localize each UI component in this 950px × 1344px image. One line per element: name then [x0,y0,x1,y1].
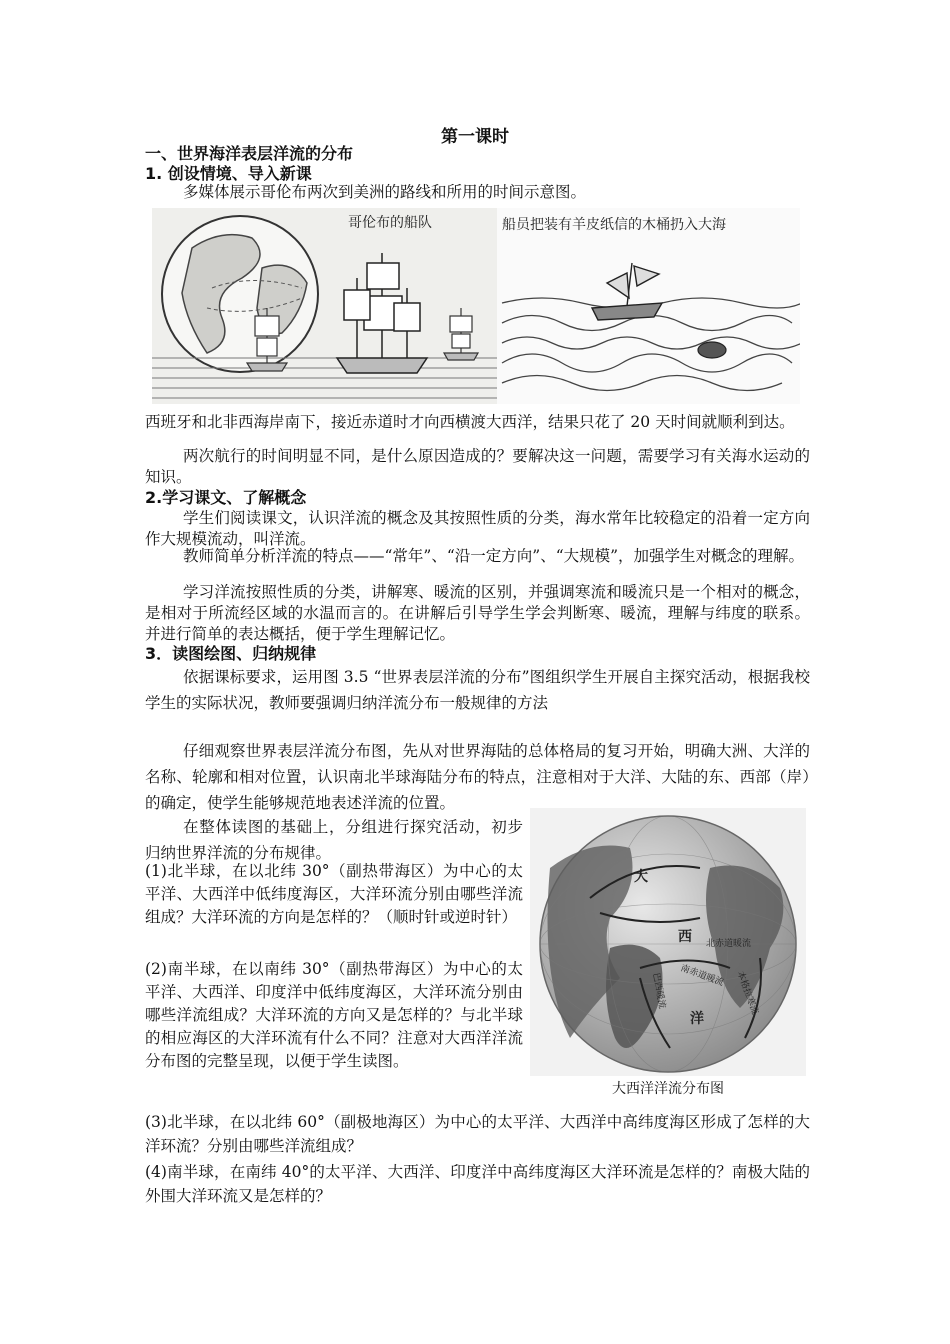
map-caption: 大西洋洋流分布图 [612,1081,724,1097]
map-label-da: 大 [634,869,648,885]
subheading-1: 1. 创设情境、导入新课 [145,164,312,183]
section-heading-1: 一、世界海洋表层洋流的分布 [145,144,354,163]
paragraph-intro: 多媒体展示哥伦布两次到美洲的路线和所用的时间示意图。 [183,183,587,201]
barrel-icon [698,342,726,358]
map-label-brazil: 巴西暖流 [650,972,667,1010]
map-label-north-equatorial: 北赤道暖流 [706,939,752,949]
question-1: (1)北半球，在以北纬 30°（副热带海区）为中心的太平洋、大西洋中低纬度海区，大洋环流分别由哪些洋流组成？大洋环流的方向是怎样的？（顺时针或逆时针） [145,862,523,926]
globe-sketch-icon [162,216,318,372]
subheading-3: 3．读图绘图、归纳规律 [145,644,317,663]
question-3: (3)北半球，在以北纬 60°（副极地海区）为中心的太平洋、大西洋中高纬度海区形成了怎样的大洋环流？分别由哪些洋流组成？ [145,1113,810,1155]
paragraph-features: 教师简单分析洋流的特点——“常年”、“沿一定方向”、“大规模”，加强学生对概念的理解。 [183,547,805,565]
paragraph-question: 两次航行的时间明显不同，是什么原因造成的？要解决这一问题，需要学习有关海水运动的知识。 [145,447,810,486]
page-title: 第一课时 [441,127,509,147]
paragraph-classify: 学习洋流按照性质的分类，讲解寒、暖流的区别，并强调寒流和暖流只是一个相对的概念，是相对于所流经区域的水温而言的。在讲解后引导学生学会判断寒、暖流，理解与纬度的联系。并进行简单的表达概括，便于学生理解记忆。 [145,583,810,643]
caption-columbus-fleet: 哥伦布的船队 [348,215,432,231]
caption-barrel: 船员把装有羊皮纸信的木桶扔入大海 [502,217,726,233]
map-label-benguela: 本格拉寒流 [734,970,760,1016]
paragraph-observe: 仔细观察世界表层洋流分布图，先从对世界海陆的总体格局的复习开始，明确大洲、大洋的名称、轮廓和相对位置，认识南北半球海陆分布的特点，注意相对于大洋、大陆的东、西部（岸）的确定，使学生能够规范地表述洋流的位置。 [145,742,810,812]
map-label-yang: 洋 [690,1011,704,1027]
subheading-2: 2.学习课文、了解概念 [145,488,307,507]
question-2: (2)南半球，在以南纬 30°（副热带海区）为中心的太平洋、大西洋、印度洋中低纬度海区，大洋环流分别由哪些洋流组成？大洋环流的方向又是怎样的？与北半球的相应海区的大洋环流有什么不同？注意对大西洋洋流分布图的完整呈现，以便于学生读图。 [145,960,523,1070]
paragraph-standard: 依据课标要求，运用图 3.5 “世界表层洋流的分布”图组织学生开展自主探究活动，根据我校学生的实际状况，教师要强调归纳洋流分布一般规律的方法 [145,668,810,712]
columbus-fleet-illustration [152,208,800,404]
map-label-south-equatorial: 南赤道暖流 [679,963,725,989]
question-4: (4)南半球，在南纬 40°的太平洋、大西洋、印度洋中高纬度海区大洋环流是怎样的？南极大陆的外围大洋环流又是怎样的？ [145,1163,810,1205]
atlantic-currents-map [530,808,806,1076]
paragraph-concept: 学生们阅读课文，认识洋流的概念及其按照性质的分类，海水常年比较稳定的沿着一定方向作大规模流动，叫洋流。 [145,509,810,548]
map-label-xi: 西 [678,929,692,945]
paragraph-voyage: 西班牙和北非西海岸南下，接近赤道时才向西横渡大西洋，结果只花了 20 天时间就顺利到达。 [145,413,795,431]
atlantic-globe-drawing [530,808,806,1076]
paragraph-group: 在整体读图的基础上，分组进行探究活动，初步归纳世界洋流的分布规律。 [145,818,523,862]
ships-drawing [152,208,800,404]
